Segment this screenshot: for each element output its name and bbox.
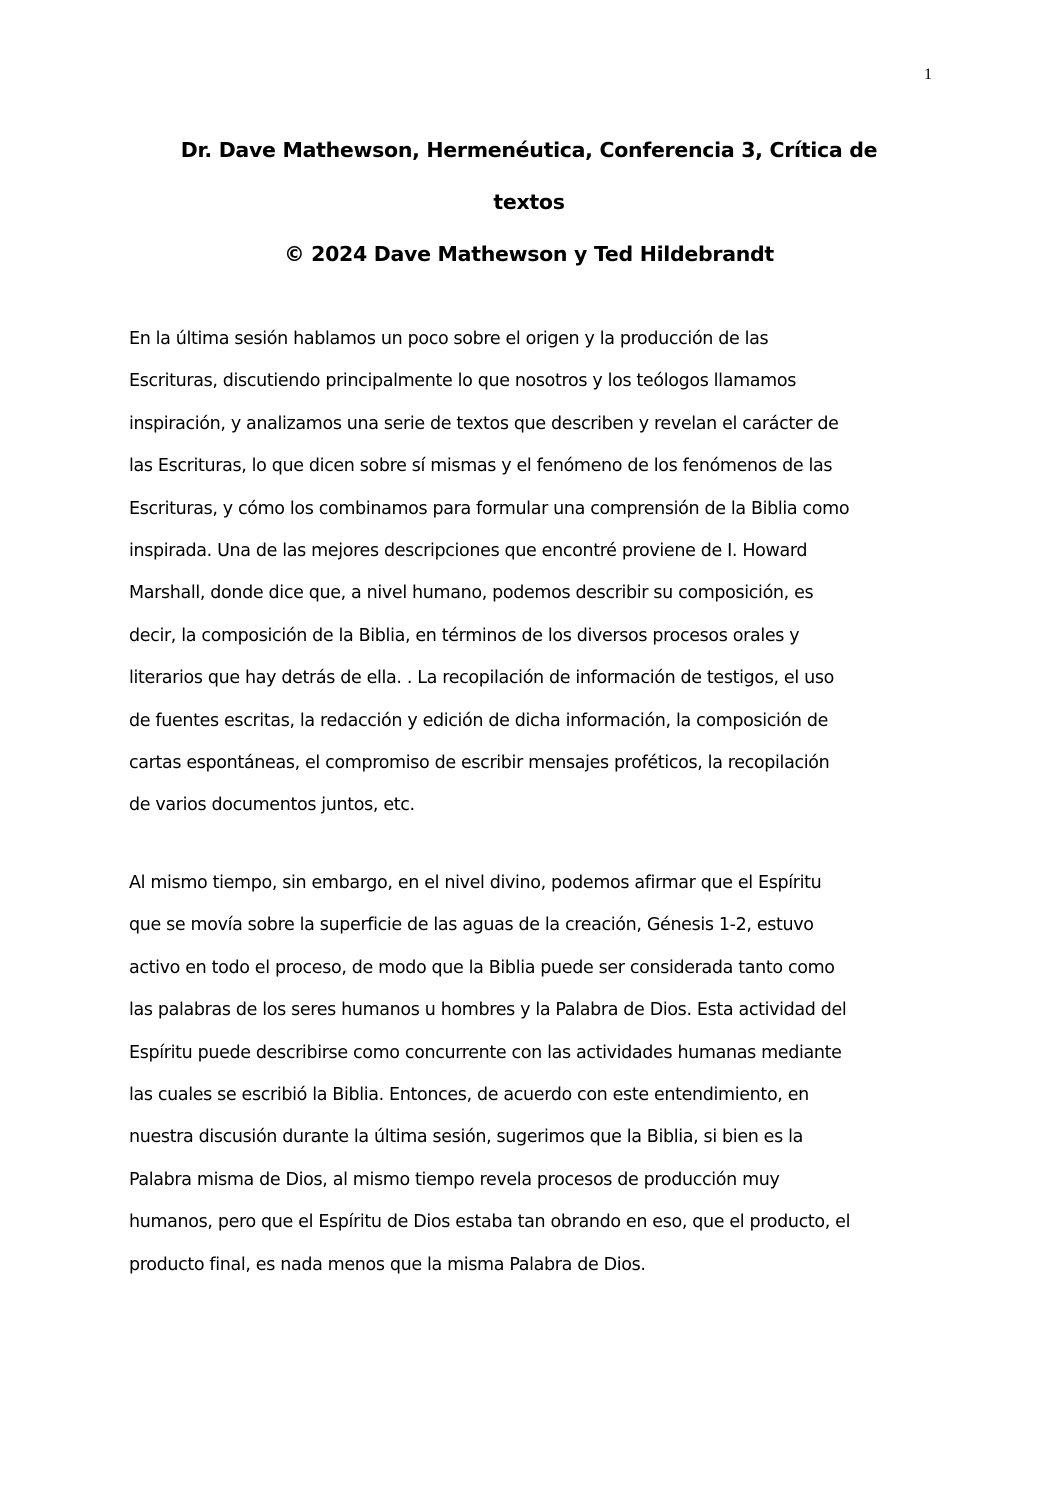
text-line: nuestra discusión durante la última sesión, sugerimos que la Biblia, si bien es la — [129, 1127, 803, 1148]
text-line: de varios documentos juntos, etc. — [129, 795, 415, 816]
document-title — [129, 124, 929, 280]
text-line: Al mismo tiempo, sin embargo, en el nivel divino, podemos afirmar que el Espíritu — [129, 873, 822, 893]
text-line: inspiración, y analizamos una serie de textos que describen y revelan el carácter de — [129, 413, 839, 434]
text-line: Espíritu puede describirse como concurrente con las actividades humanas mediante — [129, 1042, 842, 1063]
text-line: Escrituras, discutiendo principalmente lo que nosotros y los teólogos llamamos — [129, 371, 796, 392]
text-line: las Escrituras, lo que dicen sobre sí mismas y el fenómeno de los fenómenos de las — [129, 456, 833, 477]
text-line: literarios que hay detrás de ella. . La recopilación de información de testigos, el uso — [129, 668, 834, 689]
text-line: activo en todo el proceso, de modo que la Biblia puede ser considerada tanto como — [129, 957, 835, 978]
paragraph-1 — [129, 318, 929, 827]
text-line: las cuales se escribió la Biblia. Entonces, de acuerdo con este entendimiento, en — [129, 1085, 809, 1106]
text-line: producto final, es nada menos que la misma Palabra de Dios. — [129, 1254, 646, 1275]
text-line: decir, la composición de la Biblia, en términos de los diversos procesos orales y — [129, 625, 800, 646]
page-number: 1 — [924, 66, 932, 83]
text-line: Palabra misma de Dios, al mismo tiempo revela procesos de producción muy — [129, 1169, 780, 1190]
text-line: inspirada. Una de las mejores descripciones que encontré proviene de I. Howard — [129, 541, 808, 562]
copyright-line: © 2024 Dave Mathewson y Ted Hildebrandt — [284, 242, 774, 266]
text-line: Escrituras, y cómo los combinamos para formular una comprensión de la Biblia como — [129, 498, 850, 519]
text-line: humanos, pero que el Espíritu de Dios estaba tan obrando en eso, que el producto, el — [129, 1212, 851, 1233]
title-line-1: Dr. Dave Mathewson, Hermenéutica, Conferencia 3, Crítica de — [180, 138, 878, 162]
title-line-2: textos — [493, 190, 565, 214]
text-line: de fuentes escritas, la redacción y edición de dicha información, la composición de — [129, 710, 829, 731]
text-line: Marshall, donde dice que, a nivel humano, podemos describir su composición, es — [129, 583, 814, 604]
text-line: cartas espontáneas, el compromiso de escribir mensajes proféticos, la recopilación — [129, 753, 830, 774]
text-line: que se movía sobre la superficie de las aguas de la creación, Génesis 1-2, estuvo — [129, 915, 814, 936]
paragraph-2 — [129, 862, 929, 1286]
text-line: las palabras de los seres humanos u hombres y la Palabra de Dios. Esta actividad del — [129, 1000, 847, 1021]
text-line: En la última sesión hablamos un poco sobre el origen y la producción de las — [129, 329, 769, 349]
